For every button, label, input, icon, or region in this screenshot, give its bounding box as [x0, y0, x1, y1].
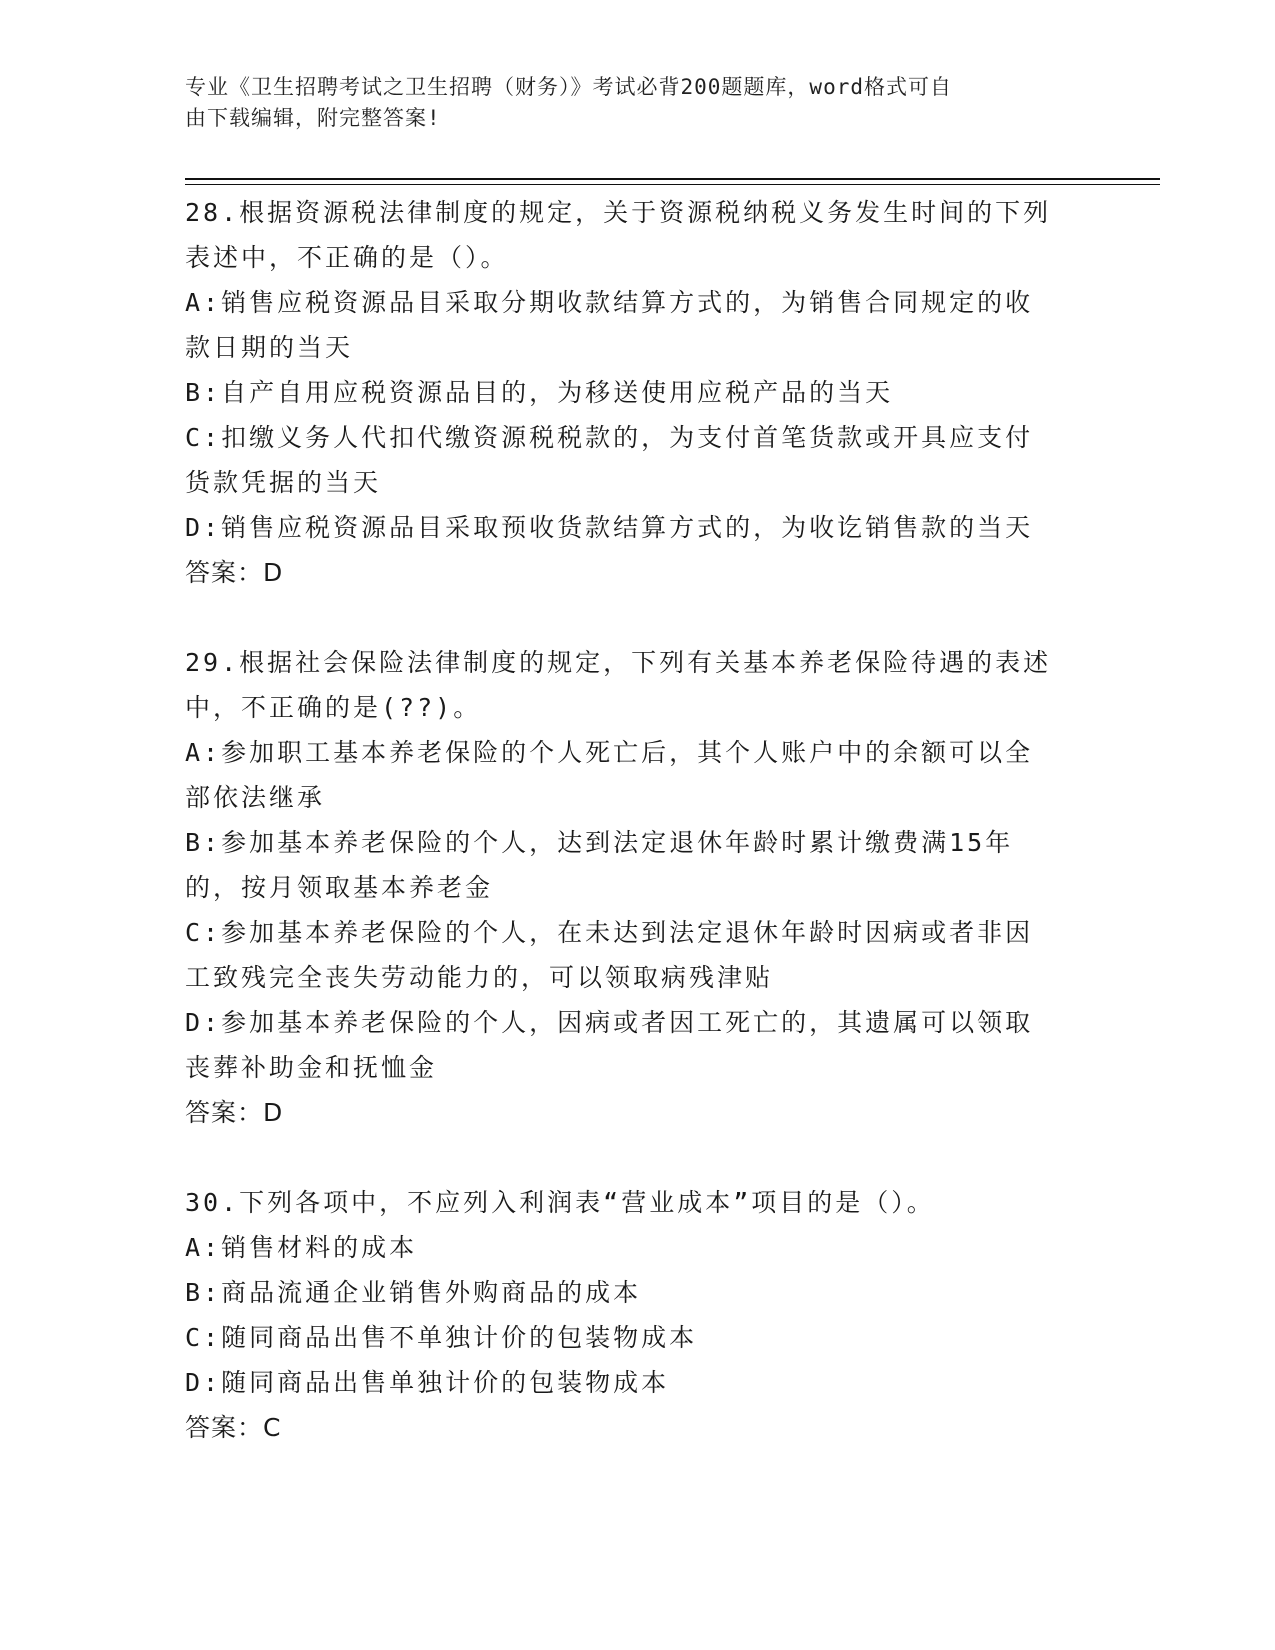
option-a: 款日期的当天	[185, 333, 354, 362]
header-divider-thick	[185, 178, 1160, 180]
option-d: D:随同商品出售单独计价的包装物成本	[185, 1368, 670, 1397]
header-line-2: 由下载编辑，附完整答案!	[185, 106, 441, 130]
option-d: D:销售应税资源品目采取预收货款结算方式的，为收讫销售款的当天	[185, 513, 1034, 542]
answer-label: 答案：D	[185, 1098, 284, 1127]
option-c: 工致残完全丧失劳动能力的，可以领取病残津贴	[185, 963, 774, 992]
option-a: A:参加职工基本养老保险的个人死亡后，其个人账户中的余额可以全	[185, 738, 1034, 767]
answer-label: 答案：D	[185, 558, 284, 587]
question-stem: 29.根据社会保险法律制度的规定，下列有关基本养老保险待遇的表述	[185, 648, 1052, 677]
option-b: 的，按月领取基本养老金	[185, 873, 494, 902]
option-a: A:销售材料的成本	[185, 1233, 418, 1262]
question-stem: 30.下列各项中，不应列入利润表“营业成本”项目的是（）。	[185, 1188, 935, 1217]
question-stem: 28.根据资源税法律制度的规定，关于资源税纳税义务发生时间的下列	[185, 198, 1052, 227]
option-b: B:自产自用应税资源品目的，为移送使用应税产品的当天	[185, 378, 894, 407]
option-c: C:参加基本养老保险的个人，在未达到法定退休年龄时因病或者非因	[185, 918, 1034, 947]
question-block	[185, 190, 1075, 595]
document-header	[185, 72, 1065, 134]
option-c: C:随同商品出售不单独计价的包装物成本	[185, 1323, 698, 1352]
header-line-1: 专业《卫生招聘考试之卫生招聘（财务）》考试必背200题题库，word格式可自	[185, 75, 952, 99]
option-b: B:商品流通企业销售外购商品的成本	[185, 1278, 642, 1307]
answer-label: 答案：C	[185, 1413, 282, 1442]
option-d: 丧葬补助金和抚恤金	[185, 1053, 438, 1082]
option-c: 货款凭据的当天	[185, 468, 382, 497]
question-block	[185, 640, 1075, 1135]
option-c: C:扣缴义务人代扣代缴资源税税款的，为支付首笔货款或开具应支付	[185, 423, 1034, 452]
question-stem: 中，不正确的是(??)。	[185, 693, 482, 722]
option-a: A:销售应税资源品目采取分期收款结算方式的，为销售合同规定的收	[185, 288, 1034, 317]
header-divider-thin	[185, 184, 1160, 185]
option-b: B:参加基本养老保险的个人，达到法定退休年龄时累计缴费满15年	[185, 828, 1014, 857]
question-stem: 表述中，不正确的是（）。	[185, 243, 509, 272]
question-list	[185, 190, 1075, 1450]
question-block	[185, 1180, 1075, 1450]
option-a: 部依法继承	[185, 783, 326, 812]
option-d: D:参加基本养老保险的个人，因病或者因工死亡的，其遗属可以领取	[185, 1008, 1034, 1037]
